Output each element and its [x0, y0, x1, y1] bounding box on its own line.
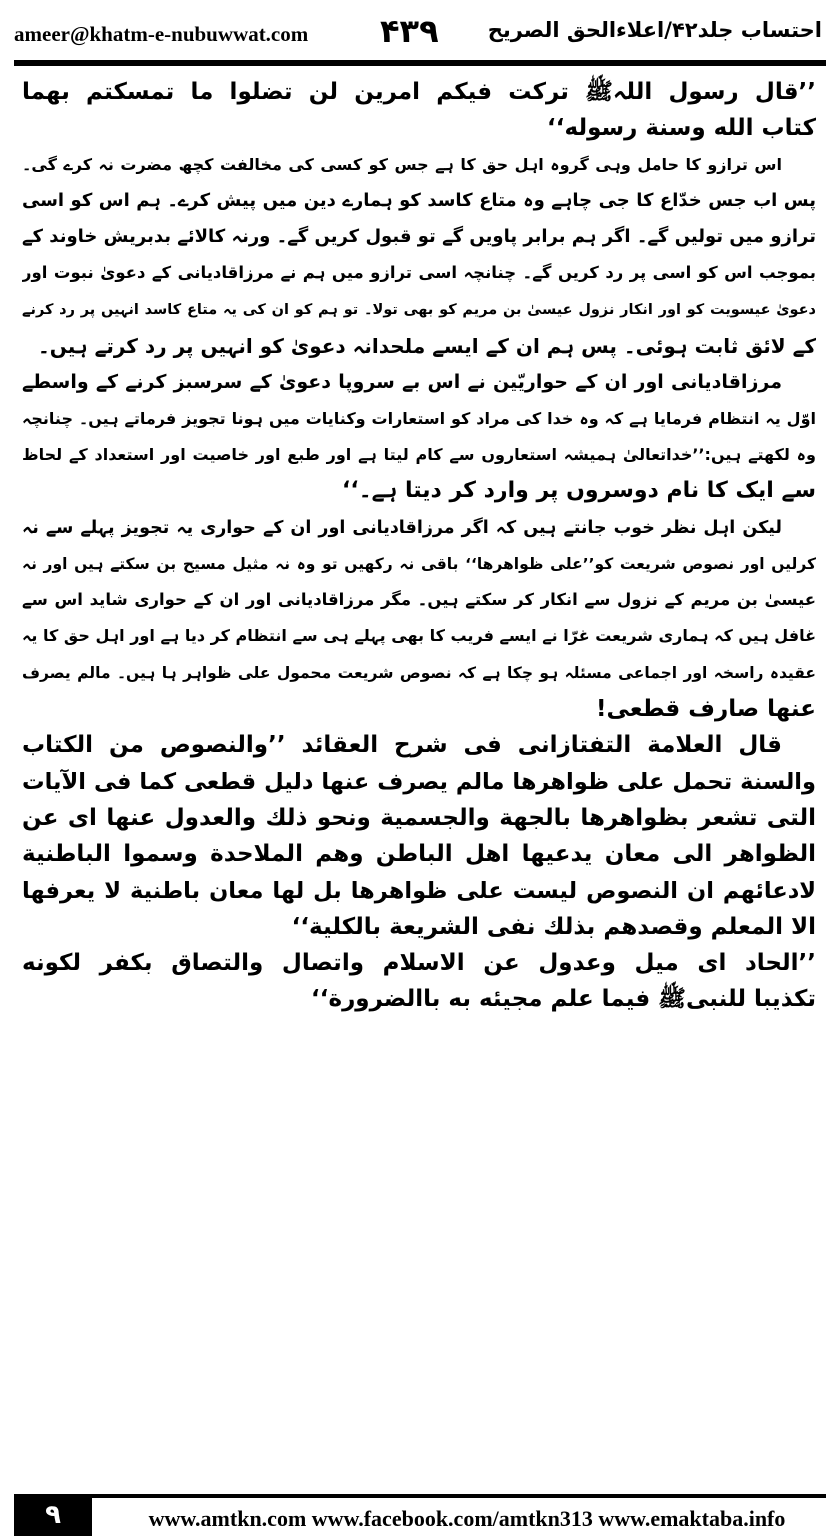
footer-rule: [14, 1494, 826, 1498]
text-line: کے لائق ثابت ہوئی۔ پس ہم ان کے ایسے ملحدانہ دعویٰ کو انہیں پر رد کرتے ہیں۔: [38, 334, 816, 359]
text-line: الا المعلم وقصدهم بذلك نفی الشریعة بالکلیة‘‘: [291, 913, 816, 940]
page-body: [22, 74, 816, 1018]
text-line: مرزاقادیانی اور ان کے حواریّین نے اس بے سروپا دعویٰ کے سرسبز کرنے کے واسطے: [22, 371, 782, 394]
text-line: دعویٰ عیسویت کو اور انکار نزول عیسیٰ بن مریم کو بھی تولا۔ تو ہم کو ان کی یہ متاع کاسد انہیں پر رد کرنے: [22, 301, 816, 318]
text-line: وہ لکھتے ہیں:’’خداتعالیٰ ہمیشہ استعاروں سے کام لیتا ہے اور طبع اور خاصیت اور استعداد کے لحاظ: [22, 444, 816, 464]
text-line: ترازو میں تولیں گے۔ اگر ہم برابر پاویں گے تو قبول کریں گے۔ ورنہ کالائے بدبریش خاوند کے: [22, 226, 816, 248]
text-line: عقیدہ راسخہ اور اجماعی مسئلہ ہو چکا ہے کہ نصوص شریعت محمول علی ظواہر ہا ہیں۔ مالم یصرف: [22, 663, 816, 682]
text-line: عنھا صارف قطعی!: [596, 696, 816, 723]
text-line: ’’الحاد ای میل وعدول عن الاسلام واتصال والتصاق بکفر لکونه: [22, 950, 816, 977]
text-line: سے ایک کا نام دوسروں پر وارد کر دیتا ہے۔‘‘: [342, 478, 816, 504]
text-line: لیکن اہل نظر خوب جانتے ہیں کہ اگر مرزاقادیانی اور ان کے حواری یہ تجویز پہلے سے نہ: [22, 517, 782, 538]
header-book-title: احتساب جلد۴۲/اعلاءالحق الصریح: [487, 18, 822, 42]
footer-page-number: ۹: [14, 1494, 92, 1536]
text-line: لادعائهم ان النصوص لیست علی ظواهرها بل لها معان باطنیة لا یعرفها: [22, 877, 816, 904]
text-line: اس ترازو کا حامل وہی گروہ اہل حق کا ہے جس کو کسی کی مخالفت کچھ مضرت نہ کرے گی۔: [22, 154, 782, 174]
header-page-number: ۴۳۹: [380, 12, 439, 50]
text-line: غافل ہیں کہ ہماری شریعت غرّا نے ایسے فریب کا بھی پہلے ہی سے انتظام کر دیا ہے اور اہل حق کا یہ: [22, 626, 816, 646]
text-line: الظواهر الی معان یدعیها اهل الباطن وهم الملاحدة وسموا الباطنیة: [22, 841, 816, 868]
text-line: اوّل یہ انتظام فرمایا ہے کہ وہ خدا کی مراد کو استعارات وکنایات میں ہونا تجویز فرماتے ہیں۔ چنانچہ: [22, 408, 816, 428]
text-line: التی تشعر بظواهرها بالجهة والجسمیة ونحو ذلك والعدول عنها ای عن: [22, 804, 816, 831]
text-line: کتاب الله وسنة رسوله‘‘: [547, 115, 816, 142]
text-line: بموجب اس کو اسی پر رد کریں گے۔ چنانچہ اسی ترازو میں ہم نے مرزاقادیانی کے دعویٰ نبوت اور: [22, 263, 816, 283]
text-line: کرلیں اور نصوص شریعت کو’’علی ظواھرھا‘‘ باقی نہ رکھیں تو وہ نہ مثیل مسیح بن سکتے ہیں اور نہ: [22, 554, 816, 573]
page-header: [0, 0, 840, 62]
text-line: قال العلامة التفتازانی فی شرح العقائد ’’والنصوص من الکتاب: [22, 732, 782, 759]
text-line: والسنة تحمل علی ظواهرها مالم یصرف عنها دلیل قطعی کما فی الآیات: [22, 768, 816, 795]
text-line: عیسیٰ بن مریم کے نزول سے انکار کر سکتے ہیں۔ مگر مرزاقادیانی اور ان کے حواری شاید اس سے: [22, 590, 816, 610]
footer-links: www.amtkn.com www.facebook.com/amtkn313 www.emaktaba.info: [148, 1506, 786, 1531]
text-line: تکذیبا للنبیﷺ فیما علم مجیئه به باالضرورة‘‘: [311, 986, 816, 1013]
text-line: پس اب جس خدّاع کا جی چاہے وہ متاع کاسد کو ہمارے دین میں پیش کرے۔ ہم اس کو اسی: [22, 189, 816, 211]
header-rule: [14, 60, 826, 66]
text-line: ’’قال رسول اللہﷺ ترکت فیکم امرین لن تضلوا ما تمسکتم بھما: [22, 79, 816, 105]
page-footer: [0, 1494, 840, 1540]
header-email: ameer@khatm-e-nubuwwat.com: [14, 22, 309, 46]
